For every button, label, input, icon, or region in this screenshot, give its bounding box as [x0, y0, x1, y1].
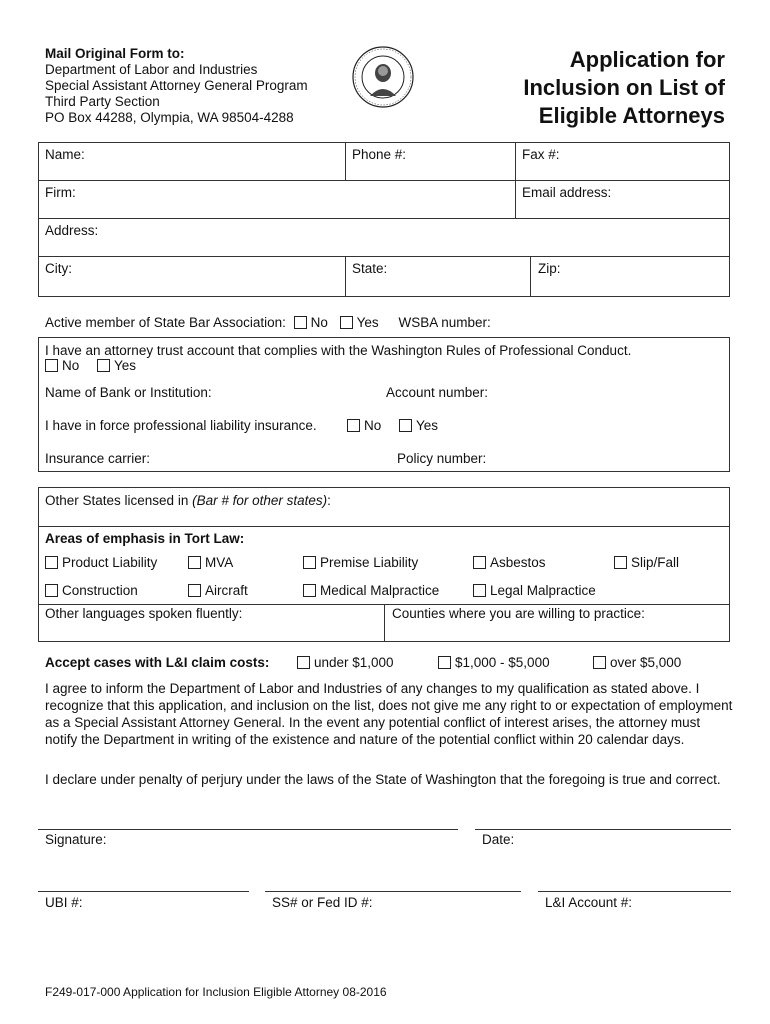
emphasis-heading: Areas of emphasis in Tort Law:: [45, 531, 245, 546]
emphasis-label: Premise Liability: [320, 555, 419, 570]
ubi-field[interactable]: UBI #:: [45, 895, 83, 910]
mva-checkbox[interactable]: [188, 556, 201, 569]
fax-field[interactable]: Fax #:: [522, 147, 560, 162]
form-footer: F249-017-000 Application for Inclusion Eligible Attorney 08-2016: [45, 985, 387, 999]
state-seal-logo: [352, 46, 414, 108]
claim-costs-label: Accept cases with L&I claim costs:: [45, 655, 270, 670]
li-account-field[interactable]: L&I Account #:: [545, 895, 633, 910]
slip-fall-checkbox[interactable]: [614, 556, 627, 569]
mail-heading: Mail Original Form to:: [45, 46, 185, 61]
zip-field[interactable]: Zip:: [538, 261, 561, 276]
trust-no-checkbox[interactable]: [45, 359, 58, 372]
emphasis-option: [303, 583, 439, 598]
emphasis-option: [188, 555, 233, 570]
claim-option-label: over $5,000: [610, 655, 682, 670]
trust-yes-checkbox[interactable]: [97, 359, 110, 372]
insurance-yes-label: Yes: [416, 418, 439, 433]
declaration-paragraph: I declare under penalty of perjury under the laws of the State of Washington that the foregoing is true and correct.: [45, 772, 721, 787]
agreement-paragraph: I agree to inform the Department of Labor and Industries of any changes to my qualification as stated above. I recognize that this application, and inclusion on the list, does not give me any right to or expectation of employment as a Special Assistant Attorney General. In the event any potential conflict of interest arises, the attorney must notify the Department in writing of the existence and nature of the potential conflict within 20 calendar days.: [45, 681, 733, 747]
product-liability-checkbox[interactable]: [45, 556, 58, 569]
policy-number-field[interactable]: Policy number:: [397, 451, 487, 466]
emphasis-option: [45, 555, 157, 570]
claim-option: [438, 655, 550, 670]
insurance-yes-checkbox[interactable]: [399, 419, 412, 432]
construction-checkbox[interactable]: [45, 584, 58, 597]
state-field[interactable]: State:: [352, 261, 388, 276]
city-field[interactable]: City:: [45, 261, 72, 276]
date-field[interactable]: Date:: [482, 832, 515, 847]
address-field[interactable]: Address:: [45, 223, 99, 238]
claim-option-label: $1,000 - $5,000: [455, 655, 550, 670]
claim-option-label: under $1,000: [314, 655, 394, 670]
insurance-options: [347, 418, 438, 433]
languages-field[interactable]: Other languages spoken fluently:: [45, 606, 243, 621]
ssn-line: [265, 891, 521, 892]
phone-field[interactable]: Phone #:: [352, 147, 407, 162]
signature-line: [38, 829, 458, 830]
emphasis-label: MVA: [205, 555, 234, 570]
insurance-statement: I have in force professional liability insurance.: [45, 418, 317, 433]
date-line: [475, 829, 731, 830]
claim-option: [297, 655, 394, 670]
ssn-field[interactable]: SS# or Fed ID #:: [272, 895, 373, 910]
insurance-no-label: No: [364, 418, 382, 433]
bar-no-label: No: [310, 315, 328, 330]
emphasis-label: Product Liability: [62, 555, 158, 570]
bar-yes-checkbox[interactable]: [340, 316, 353, 329]
firm-field[interactable]: Firm:: [45, 185, 76, 200]
bar-no-checkbox[interactable]: [294, 316, 307, 329]
emphasis-label: Legal Malpractice: [490, 583, 596, 598]
emphasis-option: [614, 555, 679, 570]
trust-no-label: No: [62, 358, 80, 373]
other-states-hint: (Bar # for other states): [192, 493, 328, 508]
1000-5000-checkbox[interactable]: [438, 656, 451, 669]
bar-association-row: [45, 315, 491, 330]
mailing-address: [45, 46, 308, 126]
title-line: Eligible Attorneys: [538, 103, 725, 128]
emphasis-option: [473, 583, 596, 598]
mail-line: Third Party Section: [45, 94, 160, 109]
emphasis-option: [303, 555, 418, 570]
title-line: Application for: [569, 47, 725, 72]
counties-field[interactable]: Counties where you are willing to practice:: [392, 606, 645, 621]
emphasis-option: [188, 583, 248, 598]
over-5000-checkbox[interactable]: [593, 656, 606, 669]
aircraft-checkbox[interactable]: [188, 584, 201, 597]
insurance-no-checkbox[interactable]: [347, 419, 360, 432]
email-field[interactable]: Email address:: [522, 185, 612, 200]
emphasis-label: Construction: [62, 583, 138, 598]
bar-label: Active member of State Bar Association:: [45, 315, 286, 330]
ubi-line: [38, 891, 249, 892]
emphasis-label: Slip/Fall: [631, 555, 680, 570]
emphasis-option: [473, 555, 546, 570]
title-line: Inclusion on List of: [523, 75, 725, 100]
legal-malpractice-checkbox[interactable]: [473, 584, 486, 597]
asbestos-checkbox[interactable]: [473, 556, 486, 569]
under-1000-checkbox[interactable]: [297, 656, 310, 669]
account-number-field[interactable]: Account number:: [386, 385, 489, 400]
emphasis-label: Medical Malpractice: [320, 583, 440, 598]
mail-line: Department of Labor and Industries: [45, 62, 258, 77]
bank-name-field[interactable]: Name of Bank or Institution:: [45, 385, 212, 400]
trust-statement: I have an attorney trust account that complies with the Washington Rules of Professional Conduct.: [45, 343, 632, 358]
other-states-label: Other States licensed in: [45, 493, 193, 508]
insurance-carrier-field[interactable]: Insurance carrier:: [45, 451, 151, 466]
claim-costs-row: [45, 655, 269, 670]
signature-field[interactable]: Signature:: [45, 832, 107, 847]
mail-line: PO Box 44288, Olympia, WA 98504-4288: [45, 110, 294, 125]
wsba-number-field[interactable]: WSBA number:: [398, 315, 491, 330]
form-title: [523, 46, 725, 130]
emphasis-option: [45, 583, 138, 598]
li-account-line: [538, 891, 731, 892]
claim-option: [593, 655, 681, 670]
trust-options: [45, 358, 136, 373]
name-field[interactable]: Name:: [45, 147, 85, 162]
emphasis-label: Aircraft: [205, 583, 248, 598]
mail-line: Special Assistant Attorney General Program: [45, 78, 308, 93]
medical-malpractice-checkbox[interactable]: [303, 584, 316, 597]
emphasis-label: Asbestos: [490, 555, 546, 570]
other-states-colon: :: [327, 493, 331, 508]
bar-yes-label: Yes: [356, 315, 379, 330]
trust-yes-label: Yes: [114, 358, 137, 373]
premise-liability-checkbox[interactable]: [303, 556, 316, 569]
other-states-field[interactable]: [45, 493, 331, 508]
